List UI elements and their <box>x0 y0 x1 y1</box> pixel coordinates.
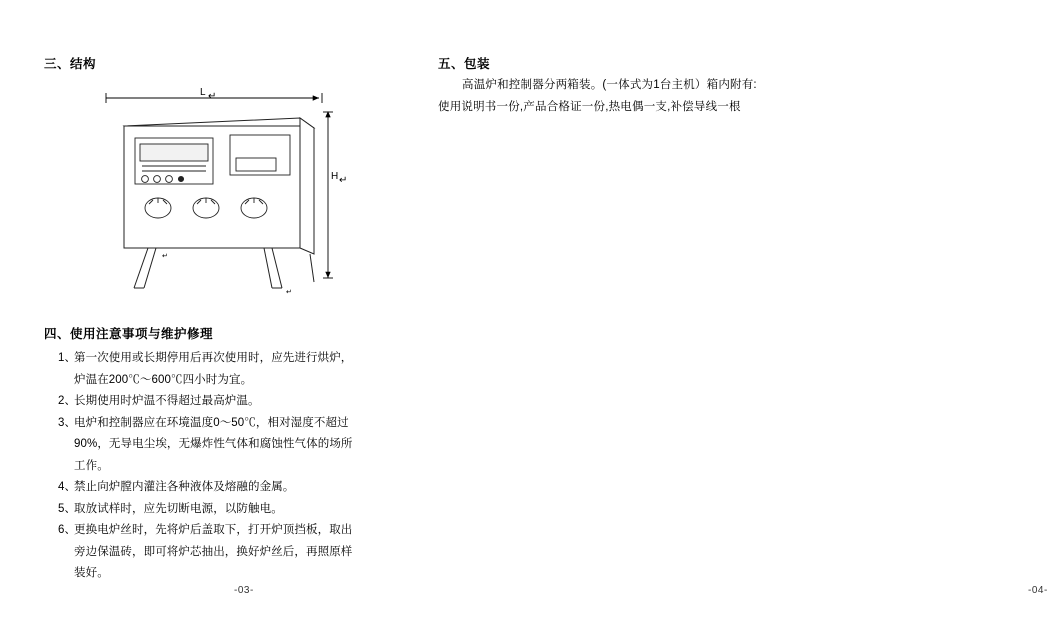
furnace-diagram-svg <box>104 82 404 302</box>
section-heading-structure: 三、结构 <box>44 57 97 71</box>
list-item-line: 电炉和控制器应在环境温度0〜50℃，相对湿度不超过 <box>74 416 349 429</box>
list-item-number: 2、 <box>58 395 77 407</box>
list-item-text <box>74 391 374 413</box>
packaging-paragraph: 高温炉和控制器分两箱装。(一体式为1台主机）箱内附有: <box>462 79 757 91</box>
left-column <box>44 0 414 632</box>
svg-text:↵: ↵ <box>339 175 348 186</box>
list-item-line: 禁止向炉膛内灌注各种液体及熔融的金属。 <box>74 481 295 493</box>
list-item-text <box>74 413 374 478</box>
page-number-left: -03- <box>234 585 254 596</box>
list-item-number: 4、 <box>58 481 77 493</box>
list-item-line: 取放试样时，应先切断电源，以防触电。 <box>74 502 283 515</box>
list-item-line: 工作。 <box>74 459 109 472</box>
list-item <box>44 520 374 585</box>
list-item-line: 第一次使用或长期停用后再次使用时，应先进行烘炉， <box>74 352 353 364</box>
packaging-paragraph: 使用说明书一份,产品合格证一份,热电偶一支,补偿导线一根 <box>438 101 741 114</box>
list-item-text <box>74 348 374 391</box>
list-item-number: 1、 <box>58 352 77 364</box>
list-item-text <box>74 477 374 499</box>
list-item-line: 炉温在200℃〜600℃四小时为宜。 <box>74 373 253 386</box>
list-item-line: 更换电炉丝时，先将炉后盖取下，打开炉顶挡板，取出 <box>74 524 353 536</box>
list-item <box>44 413 374 478</box>
list-item <box>44 477 374 499</box>
list-item <box>44 391 374 413</box>
packaging-paragraphs <box>438 74 758 119</box>
list-item-number: 3、 <box>58 416 77 429</box>
list-item-text <box>74 520 374 585</box>
svg-text:↵: ↵ <box>286 289 292 296</box>
list-item-line: 90%，无导电尘埃，无爆炸性气体和腐蚀性气体的场所 <box>74 438 353 450</box>
list-item-number: 6、 <box>58 524 77 536</box>
svg-text:↵: ↵ <box>162 253 168 260</box>
furnace-diagram-figure <box>104 82 404 302</box>
svg-text:L: L <box>200 87 206 98</box>
list-item-text <box>74 499 374 521</box>
list-item-line: 长期使用时炉温不得超过最高炉温。 <box>74 395 260 407</box>
list-item <box>44 348 374 391</box>
right-column <box>438 0 1048 632</box>
svg-text:H: H <box>331 171 339 182</box>
list-item-line: 旁边保温砖，即可将炉芯抽出，换好炉丝后，再照原样 <box>74 545 353 558</box>
svg-text:↵: ↵ <box>208 91 217 102</box>
list-item <box>44 499 374 521</box>
list-item-number: 5、 <box>58 502 77 515</box>
section-heading-usage: 四、使用注意事项与维护修理 <box>44 327 214 341</box>
usage-notes-list <box>44 348 374 585</box>
list-item-line: 装好。 <box>74 567 109 579</box>
section-heading-packaging: 五、包装 <box>438 57 491 71</box>
page-number-right: -04- <box>1028 585 1048 596</box>
